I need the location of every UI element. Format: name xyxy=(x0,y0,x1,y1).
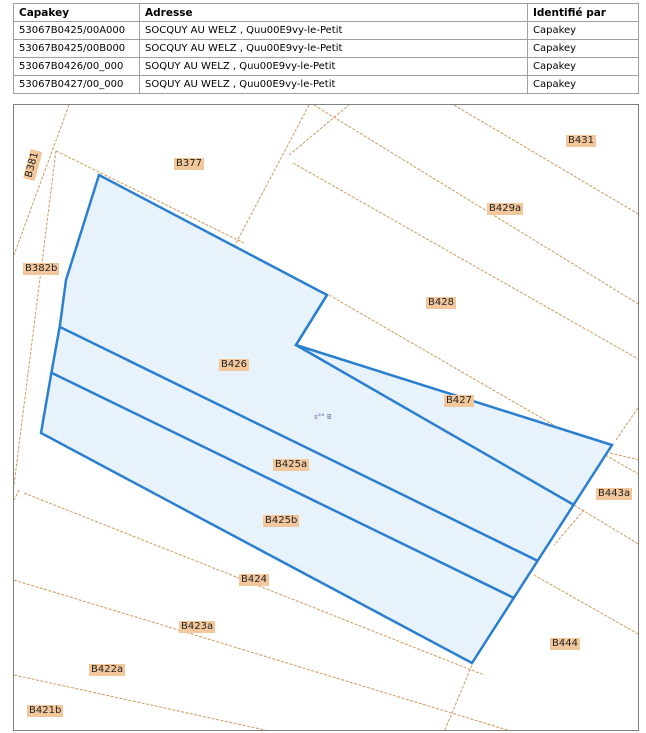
parcel-label-b422a: B422a xyxy=(91,664,124,675)
parcel-label-b425a: B425a xyxy=(275,459,308,470)
parcel-label-b427: B427 xyxy=(446,395,472,406)
parcel-label-b423a: B423a xyxy=(181,621,214,632)
cell-identifie: Capakey xyxy=(528,76,639,94)
column-header-capakey: Capakey xyxy=(14,4,140,22)
cadastre-line xyxy=(293,163,639,360)
table-row xyxy=(14,58,639,76)
parcel-label-b444: B444 xyxy=(552,638,578,649)
parcel-label-b377: B377 xyxy=(176,158,202,169)
cell-identifie: Capakey xyxy=(528,22,639,40)
parcel-label-b421b: B421b xyxy=(29,705,62,716)
table-row xyxy=(14,40,639,58)
cadastre-line xyxy=(289,105,349,155)
cell-adresse: SOQUY AU WELZ , Quu00E9vy-le-Petit xyxy=(140,58,528,76)
parcel-label-b424: B424 xyxy=(241,574,267,585)
parcel-label-b425b: B425b xyxy=(265,515,298,526)
cadastre-line xyxy=(444,665,472,731)
cell-capakey: 53067B0425/00A000 xyxy=(14,22,140,40)
cell-identifie: Capakey xyxy=(528,40,639,58)
section-annotation: s°° B xyxy=(314,413,332,421)
cadastre-line xyxy=(616,405,639,440)
cell-capakey: 53067B0427/00_000 xyxy=(14,76,140,94)
cell-capakey: 53067B0425/00B000 xyxy=(14,40,140,58)
cadastre-line xyxy=(14,675,274,731)
table-header-row xyxy=(14,4,639,22)
parcel-label-b426: B426 xyxy=(221,359,247,370)
cadastre-line xyxy=(610,453,639,460)
cell-adresse: SOCQUY AU WELZ , Quu00E9vy-le-Petit xyxy=(140,22,528,40)
parcel-label-b382b: B382b xyxy=(25,263,58,274)
parcel-label-b429a: B429a xyxy=(489,203,522,214)
cell-adresse: SOCQUY AU WELZ , Quu00E9vy-le-Petit xyxy=(140,40,528,58)
parcel-label-b431: B431 xyxy=(568,135,594,146)
cadastre-line xyxy=(14,490,19,500)
cadastre-line xyxy=(534,575,639,635)
cadastral-map[interactable] xyxy=(13,104,639,731)
parcel-label-b381: B381 xyxy=(23,149,42,181)
cadastre-line xyxy=(454,105,639,215)
cadastre-line xyxy=(14,105,69,255)
parcel-label-b443a: B443a xyxy=(598,488,631,499)
column-header-identifie-par: Identifié par xyxy=(528,4,639,22)
parcel-table xyxy=(13,3,639,94)
cell-adresse: SOQUY AU WELZ , Quu00E9vy-le-Petit xyxy=(140,76,528,94)
cell-identifie: Capakey xyxy=(528,58,639,76)
cadastre-line xyxy=(234,105,309,247)
table-row xyxy=(14,22,639,40)
table-row xyxy=(14,76,639,94)
column-header-adresse: Adresse xyxy=(140,4,528,22)
parcel-label-b428: B428 xyxy=(428,297,454,308)
cell-capakey: 53067B0426/00_000 xyxy=(14,58,140,76)
